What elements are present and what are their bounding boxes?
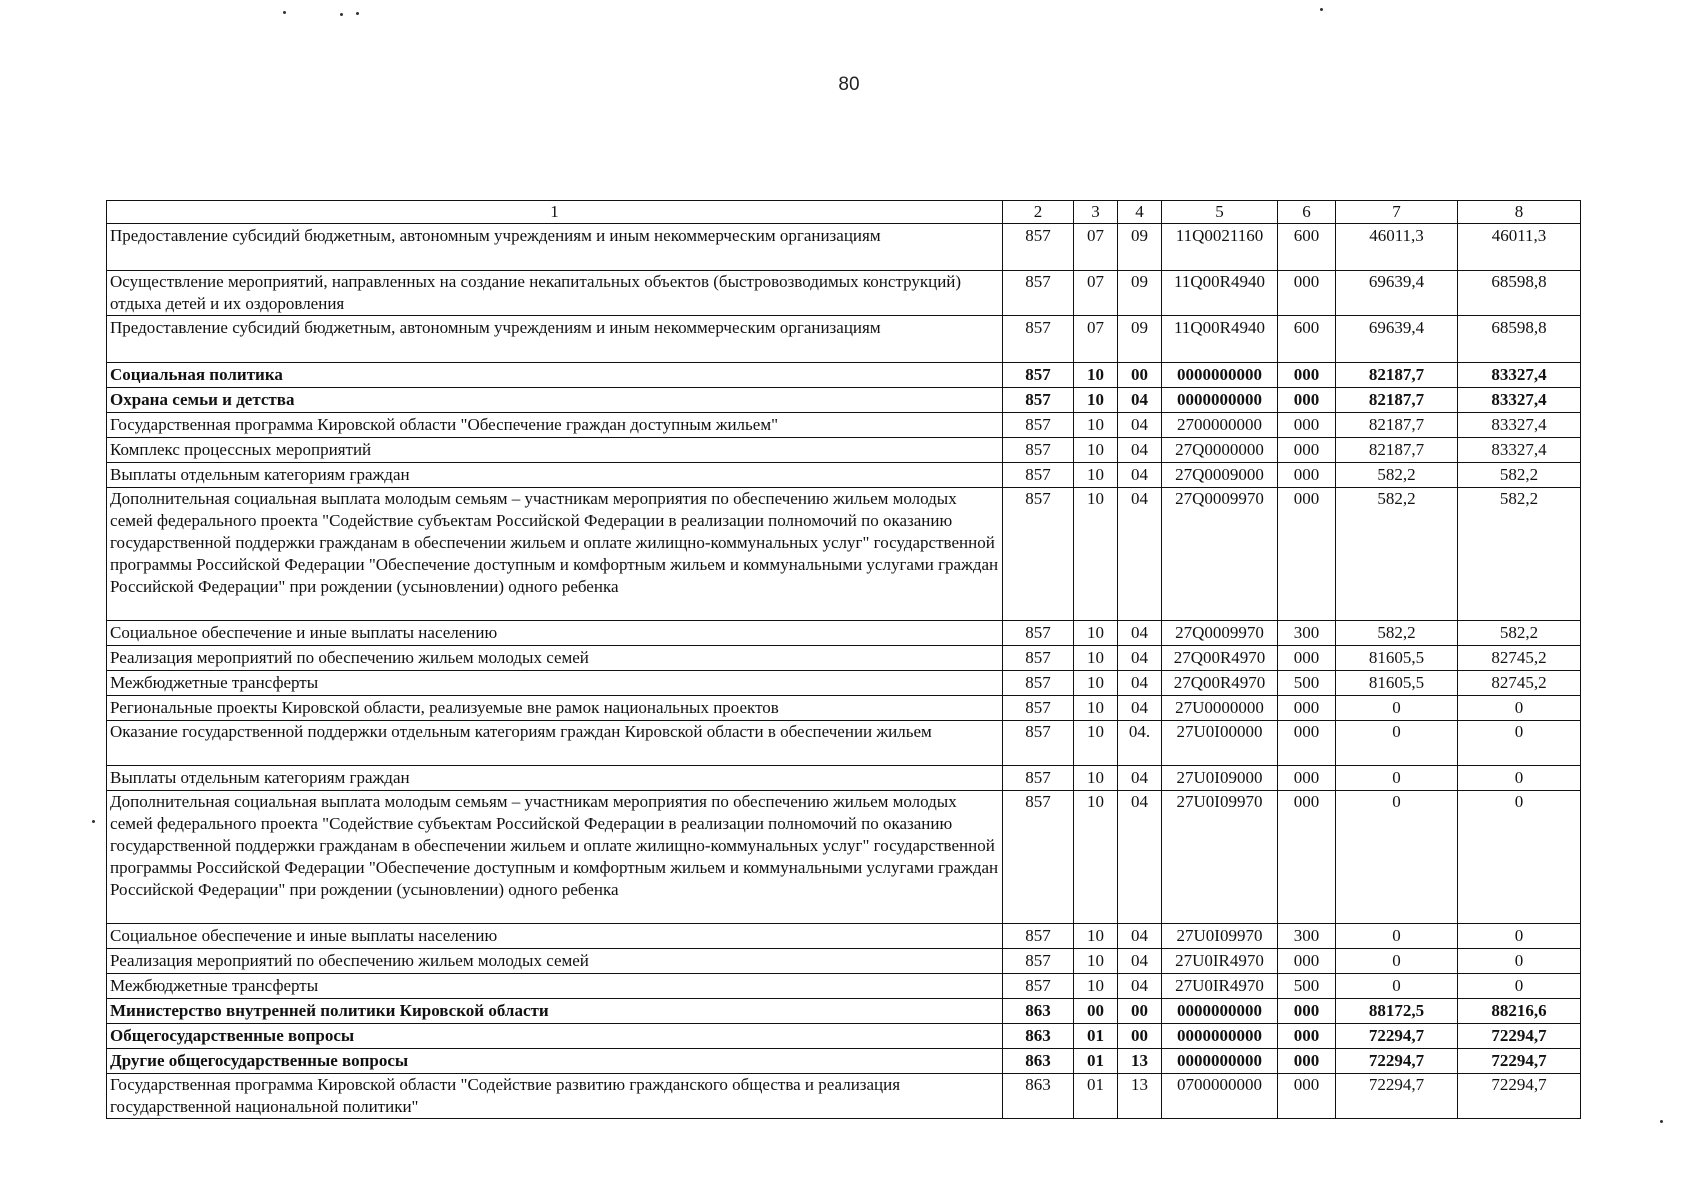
cell-admin-code: 863 [1003,1049,1074,1074]
row-name: Межбюджетные трансферты [107,671,1003,696]
cell-target-article: 27U0I09970 [1162,924,1278,949]
cell-amount-year1: 582,2 [1336,463,1458,488]
cell-amount-year1: 81605,5 [1336,646,1458,671]
cell-subsection: 09 [1118,316,1162,363]
cell-target-article: 27Q00R4970 [1162,671,1278,696]
cell-admin-code: 857 [1003,413,1074,438]
table-row [107,1049,1581,1074]
cell-admin-code: 857 [1003,721,1074,766]
cell-amount-year2: 582,2 [1458,621,1581,646]
cell-subsection: 09 [1118,271,1162,316]
cell-amount-year1: 46011,3 [1336,224,1458,271]
row-name: Региональные проекты Кировской области, реализуемые вне рамок национальных проектов [107,696,1003,721]
row-name: Реализация мероприятий по обеспечению жильем молодых семей [107,646,1003,671]
row-name: Выплаты отдельным категориям граждан [107,463,1003,488]
cell-target-article: 27Q00R4970 [1162,646,1278,671]
row-name: Общегосударственные вопросы [107,1024,1003,1049]
column-number-header [107,201,1581,224]
scan-speck [356,12,359,15]
cell-expense-type: 000 [1278,438,1336,463]
cell-target-article: 0000000000 [1162,363,1278,388]
cell-section: 10 [1074,924,1118,949]
cell-section: 10 [1074,696,1118,721]
cell-subsection: 00 [1118,1024,1162,1049]
table-row [107,766,1581,791]
table-row [107,224,1581,271]
cell-amount-year1: 88172,5 [1336,999,1458,1024]
cell-expense-type: 000 [1278,791,1336,924]
cell-section: 10 [1074,949,1118,974]
cell-amount-year1: 582,2 [1336,488,1458,621]
cell-section: 10 [1074,363,1118,388]
cell-subsection: 04 [1118,671,1162,696]
scan-speck [1660,1120,1663,1123]
page-number: 80 [838,74,860,95]
table-row [107,316,1581,363]
cell-expense-type: 500 [1278,974,1336,999]
row-name: Комплекс процессных мероприятий [107,438,1003,463]
cell-amount-year1: 0 [1336,791,1458,924]
scan-speck [92,820,95,823]
table-row [107,696,1581,721]
row-name: Социальное обеспечение и иные выплаты населению [107,924,1003,949]
cell-target-article: 11Q00R4940 [1162,271,1278,316]
cell-amount-year1: 0 [1336,721,1458,766]
row-name: Государственная программа Кировской области "Содействие развитию гражданского общества и реализация государственной национальной политики" [107,1074,1003,1119]
table-row [107,721,1581,766]
table-row [107,621,1581,646]
cell-subsection: 09 [1118,224,1162,271]
row-name: Государственная программа Кировской области "Обеспечение граждан доступным жильем" [107,413,1003,438]
cell-section: 10 [1074,438,1118,463]
row-name: Предоставление субсидий бюджетным, автономным учреждениям и иным некоммерческим организациям [107,224,1003,271]
cell-admin-code: 863 [1003,1024,1074,1049]
cell-section: 10 [1074,974,1118,999]
cell-admin-code: 857 [1003,271,1074,316]
cell-amount-year2: 46011,3 [1458,224,1581,271]
table-row [107,488,1581,621]
cell-expense-type: 000 [1278,766,1336,791]
cell-target-article: 27U0IR4970 [1162,974,1278,999]
cell-amount-year2: 0 [1458,791,1581,924]
cell-amount-year2: 0 [1458,766,1581,791]
cell-amount-year2: 82745,2 [1458,646,1581,671]
cell-target-article: 27Q0000000 [1162,438,1278,463]
cell-expense-type: 000 [1278,646,1336,671]
header-cell-5: 5 [1162,201,1278,224]
cell-amount-year1: 0 [1336,974,1458,999]
row-name: Осуществление мероприятий, направленных на создание некапитальных объектов (быстровозводимых конструкций) отдыха детей и их оздоровления [107,271,1003,316]
cell-amount-year1: 82187,7 [1336,388,1458,413]
cell-admin-code: 857 [1003,766,1074,791]
cell-amount-year2: 82745,2 [1458,671,1581,696]
cell-admin-code: 857 [1003,316,1074,363]
cell-target-article: 2700000000 [1162,413,1278,438]
row-name: Министерство внутренней политики Кировской области [107,999,1003,1024]
cell-amount-year2: 68598,8 [1458,316,1581,363]
cell-subsection: 04 [1118,438,1162,463]
row-name: Предоставление субсидий бюджетным, автономным учреждениям и иным некоммерческим организациям [107,316,1003,363]
row-name: Дополнительная социальная выплата молодым семьям – участникам мероприятия по обеспечению жильем молодых семей федерального проекта "Содействие субъектам Российской Федерации в реализации полномочий по оказанию государственной поддержки гражданам в обеспечении жильем и оплате жилищно-коммунальных услуг" государственной программы Российской Федерации "Обеспечение доступным и комфортным жильем и коммунальными услугами граждан Российской Федерации" при рождении (усыновлении) одного ребенка [107,488,1003,621]
row-name: Межбюджетные трансферты [107,974,1003,999]
cell-subsection: 04 [1118,791,1162,924]
cell-subsection: 04 [1118,949,1162,974]
cell-admin-code: 857 [1003,488,1074,621]
cell-expense-type: 000 [1278,1074,1336,1119]
cell-expense-type: 600 [1278,316,1336,363]
cell-subsection: 04 [1118,696,1162,721]
cell-expense-type: 000 [1278,949,1336,974]
cell-amount-year1: 82187,7 [1336,438,1458,463]
cell-admin-code: 857 [1003,949,1074,974]
cell-section: 10 [1074,766,1118,791]
cell-section: 10 [1074,646,1118,671]
cell-amount-year1: 69639,4 [1336,316,1458,363]
cell-target-article: 27Q0009970 [1162,621,1278,646]
cell-expense-type: 300 [1278,621,1336,646]
cell-admin-code: 857 [1003,363,1074,388]
row-name: Социальное обеспечение и иные выплаты населению [107,621,1003,646]
cell-expense-type: 000 [1278,999,1336,1024]
header-cell-2: 2 [1003,201,1074,224]
cell-section: 10 [1074,388,1118,413]
cell-expense-type: 000 [1278,413,1336,438]
cell-amount-year2: 582,2 [1458,488,1581,621]
cell-target-article: 27U0I09970 [1162,791,1278,924]
cell-admin-code: 857 [1003,791,1074,924]
cell-expense-type: 300 [1278,924,1336,949]
cell-section: 10 [1074,791,1118,924]
cell-admin-code: 857 [1003,388,1074,413]
cell-target-article: 0000000000 [1162,1024,1278,1049]
cell-amount-year2: 88216,6 [1458,999,1581,1024]
cell-subsection: 04 [1118,974,1162,999]
cell-target-article: 0000000000 [1162,1049,1278,1074]
cell-section: 10 [1074,621,1118,646]
cell-admin-code: 857 [1003,463,1074,488]
cell-subsection: 04 [1118,621,1162,646]
cell-section: 01 [1074,1049,1118,1074]
cell-amount-year2: 83327,4 [1458,363,1581,388]
cell-target-article: 11Q00R4940 [1162,316,1278,363]
cell-target-article: 27Q0009000 [1162,463,1278,488]
cell-target-article: 11Q0021160 [1162,224,1278,271]
cell-amount-year2: 0 [1458,696,1581,721]
cell-subsection: 04. [1118,721,1162,766]
cell-section: 00 [1074,999,1118,1024]
cell-subsection: 04 [1118,413,1162,438]
cell-admin-code: 857 [1003,646,1074,671]
cell-admin-code: 857 [1003,924,1074,949]
cell-target-article: 27U0IR4970 [1162,949,1278,974]
cell-amount-year2: 0 [1458,974,1581,999]
cell-target-article: 27U0000000 [1162,696,1278,721]
cell-amount-year2: 0 [1458,949,1581,974]
row-name: Охрана семьи и детства [107,388,1003,413]
cell-amount-year2: 83327,4 [1458,413,1581,438]
budget-table [106,200,1581,1119]
table-row [107,438,1581,463]
cell-amount-year1: 0 [1336,949,1458,974]
header-cell-8: 8 [1458,201,1581,224]
cell-expense-type: 000 [1278,696,1336,721]
cell-admin-code: 857 [1003,224,1074,271]
table-row [107,924,1581,949]
table-row [107,271,1581,316]
cell-target-article: 0000000000 [1162,999,1278,1024]
cell-amount-year1: 81605,5 [1336,671,1458,696]
cell-subsection: 13 [1118,1074,1162,1119]
cell-section: 07 [1074,224,1118,271]
cell-amount-year2: 68598,8 [1458,271,1581,316]
cell-expense-type: 000 [1278,1049,1336,1074]
header-cell-4: 4 [1118,201,1162,224]
cell-target-article: 27Q0009970 [1162,488,1278,621]
table-row [107,1074,1581,1119]
table-row [107,1024,1581,1049]
cell-target-article: 27U0I00000 [1162,721,1278,766]
cell-amount-year1: 82187,7 [1336,363,1458,388]
table-row [107,413,1581,438]
cell-amount-year2: 83327,4 [1458,388,1581,413]
scan-speck [340,13,343,16]
budget-table-container [106,200,1580,1119]
cell-amount-year2: 72294,7 [1458,1049,1581,1074]
cell-admin-code: 857 [1003,621,1074,646]
cell-section: 10 [1074,671,1118,696]
cell-subsection: 00 [1118,363,1162,388]
cell-admin-code: 857 [1003,438,1074,463]
cell-amount-year1: 0 [1336,924,1458,949]
cell-amount-year2: 0 [1458,721,1581,766]
cell-section: 07 [1074,271,1118,316]
cell-section: 10 [1074,413,1118,438]
cell-subsection: 04 [1118,488,1162,621]
cell-expense-type: 600 [1278,224,1336,271]
cell-expense-type: 000 [1278,463,1336,488]
table-row [107,388,1581,413]
cell-amount-year1: 582,2 [1336,621,1458,646]
header-cell-3: 3 [1074,201,1118,224]
cell-section: 01 [1074,1074,1118,1119]
cell-target-article: 0700000000 [1162,1074,1278,1119]
cell-section: 01 [1074,1024,1118,1049]
cell-section: 10 [1074,463,1118,488]
table-row [107,791,1581,924]
table-row [107,463,1581,488]
scan-speck [1320,8,1323,11]
cell-target-article: 0000000000 [1162,388,1278,413]
table-row [107,999,1581,1024]
cell-section: 07 [1074,316,1118,363]
cell-section: 10 [1074,721,1118,766]
header-cell-6: 6 [1278,201,1336,224]
cell-target-article: 27U0I09000 [1162,766,1278,791]
cell-expense-type: 000 [1278,721,1336,766]
cell-amount-year1: 82187,7 [1336,413,1458,438]
header-cell-7: 7 [1336,201,1458,224]
cell-amount-year2: 72294,7 [1458,1074,1581,1119]
scan-speck [283,11,286,14]
table-row [107,949,1581,974]
cell-admin-code: 857 [1003,696,1074,721]
cell-admin-code: 863 [1003,1074,1074,1119]
cell-amount-year1: 72294,7 [1336,1074,1458,1119]
row-name: Дополнительная социальная выплата молодым семьям – участникам мероприятия по обеспечению жильем молодых семей федерального проекта "Содействие субъектам Российской Федерации в реализации полномочий по оказанию государственной поддержки гражданам в обеспечении жильем и оплате жилищно-коммунальных услуг" государственной программы Российской Федерации "Обеспечение доступным и комфортным жильем и коммунальными услугами граждан Российской Федерации" при рождении (усыновлении) одного ребенка [107,791,1003,924]
cell-subsection: 04 [1118,646,1162,671]
cell-subsection: 04 [1118,924,1162,949]
cell-amount-year1: 0 [1336,766,1458,791]
table-row [107,363,1581,388]
table-row [107,974,1581,999]
row-name: Реализация мероприятий по обеспечению жильем молодых семей [107,949,1003,974]
cell-section: 10 [1074,488,1118,621]
cell-amount-year1: 0 [1336,696,1458,721]
row-name: Другие общегосударственные вопросы [107,1049,1003,1074]
cell-admin-code: 863 [1003,999,1074,1024]
table-row [107,671,1581,696]
header-cell-1: 1 [107,201,1003,224]
cell-amount-year2: 83327,4 [1458,438,1581,463]
cell-expense-type: 000 [1278,488,1336,621]
cell-amount-year1: 69639,4 [1336,271,1458,316]
cell-amount-year1: 72294,7 [1336,1049,1458,1074]
cell-admin-code: 857 [1003,671,1074,696]
cell-subsection: 00 [1118,999,1162,1024]
table-row [107,646,1581,671]
cell-subsection: 04 [1118,463,1162,488]
cell-expense-type: 000 [1278,388,1336,413]
cell-expense-type: 000 [1278,271,1336,316]
cell-amount-year2: 0 [1458,924,1581,949]
row-name: Социальная политика [107,363,1003,388]
cell-amount-year1: 72294,7 [1336,1024,1458,1049]
cell-expense-type: 000 [1278,363,1336,388]
cell-amount-year2: 72294,7 [1458,1024,1581,1049]
cell-subsection: 04 [1118,388,1162,413]
cell-subsection: 13 [1118,1049,1162,1074]
row-name: Выплаты отдельным категориям граждан [107,766,1003,791]
cell-expense-type: 500 [1278,671,1336,696]
cell-expense-type: 000 [1278,1024,1336,1049]
cell-subsection: 04 [1118,766,1162,791]
row-name: Оказание государственной поддержки отдельным категориям граждан Кировской области в обеспечении жильем [107,721,1003,766]
cell-amount-year2: 582,2 [1458,463,1581,488]
cell-admin-code: 857 [1003,974,1074,999]
